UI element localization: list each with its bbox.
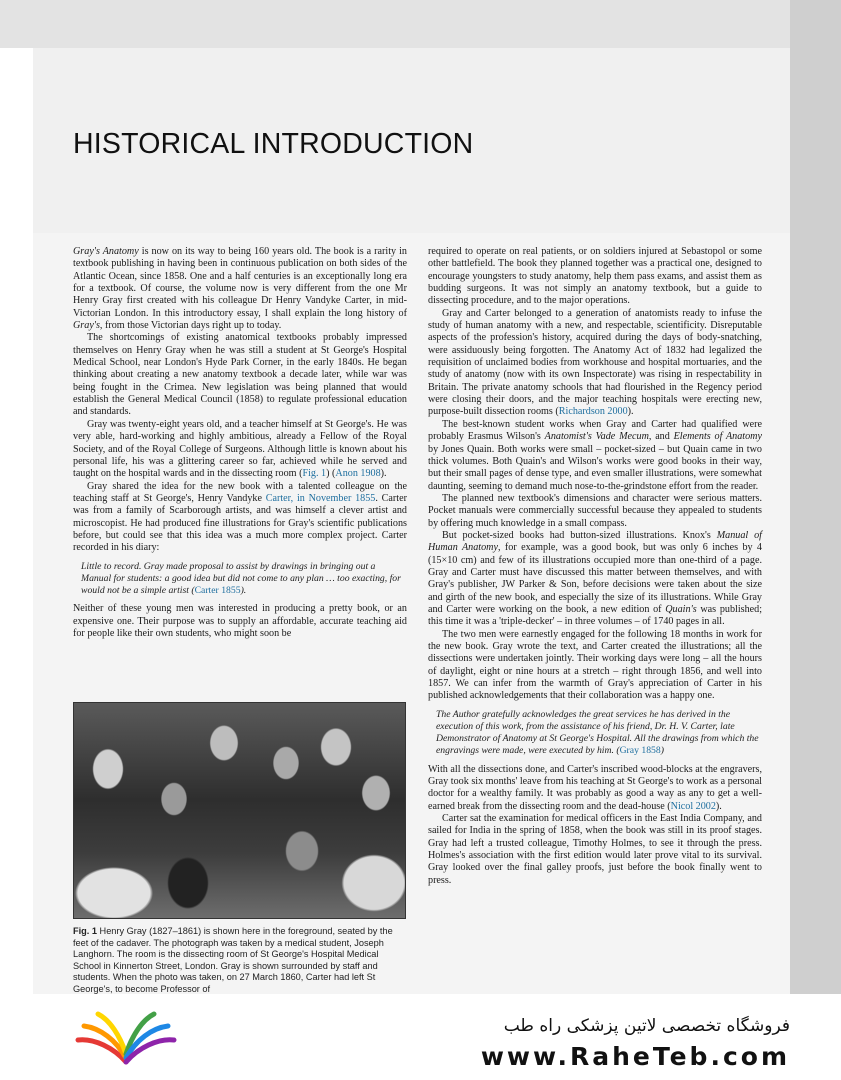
citation-link[interactable]: Gray 1858	[619, 745, 661, 757]
paragraph: The planned new textbook's dimensions and character were serious matters. Pocket manuals were commercially successful because they appealed to students by offering much knowledge in a small compass.	[428, 492, 762, 529]
citation-link[interactable]: Richardson 2000	[558, 406, 628, 418]
logo-strokes	[78, 1014, 174, 1062]
figure-caption: Fig. 1 Henry Gray (1827–1861) is shown here in the foreground, seated by the feet of the cadaver. The photograph was taken by a medical student, Joseph Langhorn. The room is the dissecting room of St George's Hospital Medical School in Kinnerton Street, London. Gray is shown surrounded by staff and students. When the photo was taken, on 27 March 1860, Carter had left St George's, to become Professor of	[73, 926, 393, 994]
paragraph: Carter sat the examination for medical officers in the East India Company, and sailed for India in the spring of 1858, when the book was still in its proof stages. Gray had left a trusted colleague, Timothy Holmes, to see it through the press. Holmes's association with the first edition would later prove vital to its survival. Gray looked over the final galley proofs, just before the book finally went to press.	[428, 812, 762, 886]
paragraph: Gray was twenty-eight years old, and a teacher himself at St George's. He was very able, hard-working and highly ambitious, already a Fellow of the Royal Society, and of the Royal College of Surgeons. Although little is known about his personal life, his was a glittering career so far, achieved while he served and taught on the hospital wards and in the dissecting room (Fig. 1) (Anon 1908).	[73, 418, 407, 480]
book-title: Gray's	[73, 320, 100, 332]
left-column	[73, 246, 407, 640]
right-column	[428, 246, 762, 887]
book-title: Gray's Anatomy	[73, 246, 139, 257]
citation-link[interactable]: Carter, in November 1855	[265, 492, 376, 504]
figure-label: Fig. 1	[73, 926, 97, 936]
paragraph: Neither of these young men was interested in producing a pretty book, or an expensive one. Their purpose was to supply an affordable, accurate teaching aid for people like their own students, who might soon be	[73, 603, 407, 639]
block-quote: The Author gratefully acknowledges the great services he has derived in the execution of this work, from the assistance of his friend, Dr. H. V. Carter, late Demonstrator of Anatomy at St George's Hospital. All the drawings from which the engravings were made, were executed by him. (Gray 1858)	[436, 708, 759, 757]
block-quote: Little to record. Gray made proposal to assist by drawings in bringing out a Manual for students: a good idea but did not come to any plan … too exacting, for would not be a simple artist (Carter 1855).	[81, 560, 401, 596]
paragraph: Gray shared the idea for the new book with a talented colleague on the teaching staff at St George's, Henry Vandyke Carter, in November 1855. Carter was from a family of Scarborough artists, and was himself a clever artist and microscopist. He had produced fine illustrations for Gray's scientific publications before, but could see that this idea was a much more complex project. Carter recorded in his diary:	[73, 480, 407, 554]
book-title: Quain's	[665, 603, 697, 615]
paragraph: required to operate on real patients, or on soldiers injured at Sebastopol or some other battlefield. The book they planned together was a practical one, designed to encourage youngsters to study anatomy, help them pass exams, and assist them as budding surgeons. It was not simply an anatomy textbook, but a guide to dissecting procedure, and to the major operations.	[428, 246, 762, 307]
paragraph: Gray and Carter belonged to a generation of anatomists ready to infuse the study of human anatomy with a new, and respectable, scientificity. Disreputable aspects of the profession's history, acquired during the days of body-snatching, were assiduously being forgotten. The Anatomy Act of 1832 had legalized the requisition of unclaimed bodies from workhouse and hospital mortuaries, and the study of anatomy (now with its own Inspectorate) was rising in respectability in Britain. The private anatomy schools that had flourished in the Regency period were closing their doors, and the major teaching hospitals were erecting new, purpose-built dissection rooms (Richardson 2000).	[428, 307, 762, 418]
shop-name: فروشگاه تخصصی لاتین پزشکی راه طب	[503, 1016, 790, 1036]
book-title: Anatomist's Vade Mecum	[544, 431, 649, 443]
book-title: Manual of Human Anatomy	[428, 529, 762, 554]
paragraph: The best-known student works when Gray and Carter had qualified were probably Erasmus Wilson's Anatomist's Vade Mecum, and Elements of Anatomy by Jones Quain. Both works were small – pocket-sized – but Quain came in two thick volumes. Both Quain's and Wilson's works were good books in their way, but their small pages of dense type, and even smaller illustrations, were somewhat daunting, seeming to demand much nose-to-the-grindstone effort from the reader.	[428, 418, 762, 492]
page-title: HISTORICAL INTRODUCTION	[73, 128, 474, 160]
shop-url[interactable]: www.RaheTeb.com	[480, 1042, 790, 1071]
paragraph: But pocket-sized books had button-sized illustrations. Knox's Manual of Human Anatomy, for example, was a good book, but was only 6 inches by 4 (15×10 cm) and few of its illustrations occupied more than one-third of a page. Gray and Carter must have discussed this matter between themselves, and with Gray's publisher, JW Parker & Son, before decisions were taken about the size and girth of the new book, and especially the size of its illustrations. While Gray and Carter were working on the book, a new edition of Quain's was published; this time it was a 'triple-decker' – in three volumes – of 1740 pages in all.	[428, 529, 763, 628]
top-margin	[0, 0, 841, 48]
open-book-logo-icon	[74, 1008, 178, 1068]
right-margin-bar	[790, 0, 841, 1020]
dissecting-room-photo	[73, 702, 406, 919]
citation-link[interactable]: Carter 1855	[194, 585, 241, 596]
paragraph: Gray's Anatomy is now on its way to being 160 years old. The book is a rarity in textbook publishing in having been in continuous publication on both sides of the Atlantic Ocean, since 1858. One and a half centuries is an exceptionally long era for a textbook. Of course, the volume now is very different from the one Mr Henry Gray first created with his colleague Dr Henry Vandyke Carter, in mid-Victorian London. In this introductory essay, I shall explain the long history of Gray's, from those Victorian days right up to today.	[73, 246, 407, 332]
book-title: Elements of Anatomy	[673, 431, 762, 443]
paragraph: With all the dissections done, and Carter's inscribed wood-blocks at the engravers, Gray took six months' leave from his teaching at St George's to work as a personal doctor for a wealthy family. It was probably as good a way as any to get a well-earned break from the dissecting room and the dead-house (Nicol 2002).	[428, 763, 762, 812]
citation-link[interactable]: Anon 1908	[335, 468, 381, 480]
citation-link[interactable]: Nicol 2002	[670, 800, 716, 812]
paragraph: The shortcomings of existing anatomical textbooks probably impressed themselves on Henry Gray when he was still a student at St George's Hospital Medical School, near London's Hyde Park Corner, in the early 1840s. He began thinking about creating a new anatomy textbook a decade later, while war was being fought in the Crimea. New legislation was being planned that would establish the General Medical Council (1858) to regulate professional education and standards.	[73, 332, 407, 418]
paragraph: The two men were earnestly engaged for the following 18 months in work for the new book. Gray wrote the text, and Carter created the illustrations; all the dissections were undertaken jointly. Their working days were long – all the hours of daylight, eight or nine hours at a stretch – right through 1856, and well into 1857. We can infer from the warmth of Gray's appreciation of Carter in his published acknowledgements that their collaboration was a happy one.	[428, 628, 762, 702]
figure-link[interactable]: Fig. 1	[302, 468, 327, 480]
